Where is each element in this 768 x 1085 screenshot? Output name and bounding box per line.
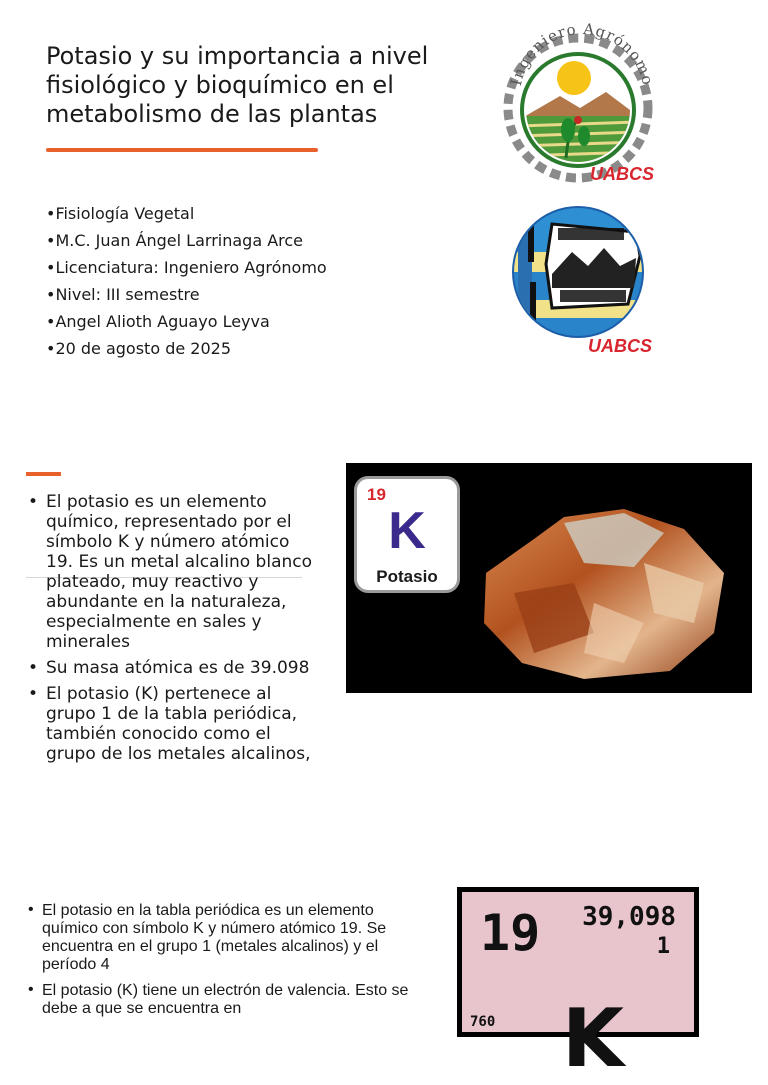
- logo1-arc-text: Ingeniero Agrónomo: [506, 19, 658, 88]
- section-accent-bar: [26, 472, 61, 476]
- card-melting-value: 760: [470, 1014, 496, 1030]
- slide-title: Potasio y su importancia a nivel fisiológico y bioquímico en el metabolismo de las plantas: [46, 42, 429, 128]
- mineral-rock-image: [474, 503, 736, 683]
- card-group: 1: [656, 934, 670, 959]
- info-level: •Nivel: III semestre: [46, 285, 200, 304]
- card-atomic-number: 19: [480, 904, 541, 962]
- ingeniero-agronomo-logo: [498, 18, 664, 186]
- potassium-facts-list: [28, 492, 318, 770]
- fact-periodic-position: • El potasio en la tabla periódica es un elemento químico con símbolo K y número atómico 19. Se encuentra en el grupo 1 (metales alcalinos) y el período 4: [28, 902, 418, 974]
- fact-valence: • El potasio (K) tiene un electrón de valencia. Esto se debe a que se encuentra en: [28, 982, 418, 1018]
- tile-symbol: K: [388, 502, 426, 560]
- potassium-photo: [346, 463, 752, 693]
- info-date: •20 de agosto de 2025: [46, 339, 232, 358]
- card-atomic-mass: 39,098: [582, 902, 676, 932]
- info-subject: •Fisiología Vegetal: [46, 204, 195, 223]
- info-teacher: •M.C. Juan Ángel Larrinaga Arce: [46, 231, 304, 250]
- tile-name: Potasio: [376, 567, 438, 586]
- fact-group: • El potasio (K) pertenece al grupo 1 de la tabla periódica, también conocido como el grupo de los metales alcalinos,: [28, 684, 318, 764]
- logo1-mark: UABCS: [589, 164, 655, 184]
- title-underline: [46, 148, 318, 152]
- info-student: •Angel Alioth Aguayo Leyva: [46, 312, 270, 331]
- periodic-table-facts-list: [28, 902, 418, 1026]
- info-degree: •Licenciatura: Ingeniero Agrónomo: [46, 258, 327, 277]
- course-info-list: [46, 200, 327, 362]
- card-symbol: K: [562, 992, 624, 1085]
- logo2-mark: UABCS: [587, 336, 653, 356]
- uabcs-logo: [508, 204, 664, 356]
- fact-definition: • El potasio es un elemento químico, representado por el símbolo K y número atómico 19. Es un metal alcalino blanco plateado, muy reactivo y abundante en la naturaleza, especialmente en sales y minerales: [28, 492, 318, 652]
- element-tile: [354, 476, 460, 593]
- tile-atomic-number: 19: [367, 485, 386, 504]
- periodic-element-card: [457, 887, 699, 1085]
- fact-atomic-mass: • Su masa atómica es de 39.098: [28, 658, 318, 678]
